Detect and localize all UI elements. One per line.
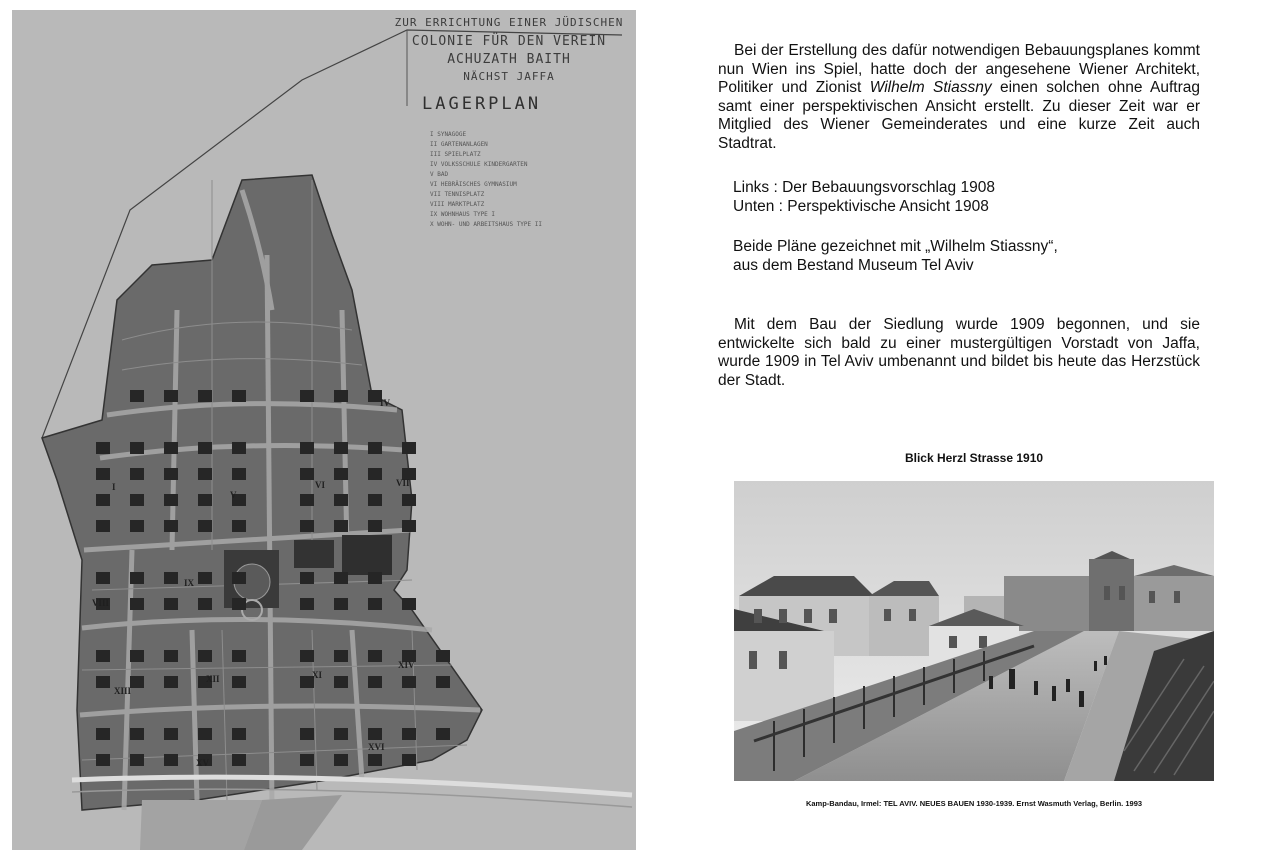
building-footprint [334, 390, 348, 402]
building-footprint [402, 676, 416, 688]
history-paragraph: Mit dem Bau der Siedlung wurde 1909 begonnen, und sie entwickelte sich bald zu einer mustergültigen Vorstadt von Jaffa, wurde 1909 in Tel Aviv umbenannt und bildet bis heute das Herzstück der Stadt. [718, 316, 1200, 389]
intro-paragraph [718, 42, 1200, 153]
block-number: IX [184, 578, 195, 588]
building-footprint [164, 572, 178, 584]
building-footprint [198, 728, 212, 740]
building-footprint [436, 676, 450, 688]
block-number: VIII [92, 598, 110, 608]
building-footprint [96, 650, 110, 662]
building-footprint [232, 572, 246, 584]
building-footprint [334, 572, 348, 584]
building-footprint [300, 754, 314, 766]
building-footprint [368, 728, 382, 740]
building-footprint [164, 598, 178, 610]
building-footprint [164, 650, 178, 662]
building-footprint [402, 754, 416, 766]
block-number: VII [396, 478, 410, 488]
source-note-line-1: Beide Pläne gezeichnet mit „Wilhelm Stiassny“, [733, 238, 1058, 255]
building-footprint [198, 650, 212, 662]
plan-title-line-3: ACHUZATH BAITH [447, 52, 571, 67]
building-footprint [334, 494, 348, 506]
building-footprint [130, 468, 144, 480]
building-footprint [334, 468, 348, 480]
building-footprint [232, 676, 246, 688]
building-footprint [334, 598, 348, 610]
building-footprint [198, 494, 212, 506]
building-footprint [96, 442, 110, 454]
plan-title-line-2: COLONIE FÜR DEN VEREIN [411, 34, 607, 49]
block-number: XIII [114, 686, 132, 696]
building-footprint [198, 390, 212, 402]
source-note [733, 238, 1193, 275]
building-footprint [300, 520, 314, 532]
building-footprint [130, 572, 144, 584]
block-number: XV [196, 758, 209, 768]
block-number: XII [206, 674, 220, 684]
building-footprint [164, 754, 178, 766]
building-footprint [130, 728, 144, 740]
plan-title-line-4: NÄCHST JAFFA [463, 70, 555, 83]
building-footprint [334, 754, 348, 766]
block-number: V [230, 490, 237, 500]
block-number: I [112, 482, 116, 492]
building-footprint [164, 676, 178, 688]
building-footprint [198, 468, 212, 480]
building-footprint [300, 390, 314, 402]
building-footprint [300, 728, 314, 740]
building-footprint [96, 676, 110, 688]
building-footprint [130, 650, 144, 662]
caption-bottom: Unten : Perspektivische Ansicht 1908 [733, 197, 989, 215]
building-footprint [164, 442, 178, 454]
building-footprint [368, 442, 382, 454]
building-footprint [198, 572, 212, 584]
building-footprint [130, 598, 144, 610]
building-footprint [402, 728, 416, 740]
building-footprint [232, 468, 246, 480]
building-footprint [232, 754, 246, 766]
building-footprint [300, 442, 314, 454]
plan-heading: LAGERPLAN [422, 94, 542, 114]
intro-text-end: einen solchen ohne Auftrag samt einer perspektivischen Ansicht erstellt. Zu dieser Zeit war er Mitglied des Wiener Gemeinderates und eine kurze Zeit auch Stadtrat. [718, 79, 1200, 152]
legend-item: III SPIELPLATZ [430, 151, 481, 158]
building-footprint [96, 728, 110, 740]
legend-item: VII TENNISPLATZ [430, 191, 485, 198]
building-footprint [130, 754, 144, 766]
building-footprint [300, 598, 314, 610]
legend-item: I SYNAGOGE [430, 131, 467, 138]
block-number: XIV [398, 660, 415, 670]
photo-title: Blick Herzl Strasse 1910 [904, 451, 1044, 465]
site-plan-image [12, 10, 636, 850]
plan-legend [430, 130, 620, 230]
building-footprint [402, 494, 416, 506]
building-footprint [368, 598, 382, 610]
building-footprint [300, 468, 314, 480]
building-footprint [232, 650, 246, 662]
building-footprint [368, 676, 382, 688]
building-footprint [130, 676, 144, 688]
building-footprint [300, 650, 314, 662]
building-footprint [368, 494, 382, 506]
building-footprint [232, 520, 246, 532]
image-captions [733, 179, 1193, 216]
caption-left: Links : Der Bebauungsvorschlag 1908 [733, 179, 995, 196]
building-footprint [96, 494, 110, 506]
source-note-line-2: aus dem Bestand Museum Tel Aviv [733, 256, 974, 274]
legend-item: V BAD [430, 171, 449, 178]
building-footprint [164, 728, 178, 740]
building-footprint [96, 754, 110, 766]
legend-item: II GARTENANLAGEN [430, 141, 488, 148]
legend-item: IX WOHNHAUS TYPE I [430, 211, 496, 218]
building-footprint [198, 520, 212, 532]
legend-item: VIII MARKTPLATZ [430, 201, 485, 208]
building-footprint [130, 442, 144, 454]
building-footprint [96, 572, 110, 584]
building-footprint [130, 390, 144, 402]
building-footprint [368, 650, 382, 662]
building-footprint [334, 442, 348, 454]
street-photo-drawing [734, 481, 1214, 781]
building-footprint [334, 676, 348, 688]
block-number: VI [315, 480, 326, 490]
intro-text-start: Bei der Erstellung des dafür notwendigen Bebauungsplanes kommt nun Wien ins Spiel, hatte doch der angesehene Wiener Architekt, Politiker und Zionist [718, 42, 1200, 96]
building-footprint [300, 494, 314, 506]
building-footprint [300, 572, 314, 584]
building-footprint [334, 520, 348, 532]
building-footprint [368, 520, 382, 532]
building-footprint [232, 390, 246, 402]
street-photo [734, 481, 1214, 781]
building-footprint [164, 520, 178, 532]
building-footprint [368, 468, 382, 480]
block-number: XVI [368, 742, 385, 752]
building-footprint [334, 650, 348, 662]
legend-item: IV VOLKSSCHULE KINDERGARTEN [430, 161, 528, 168]
building-footprint [402, 598, 416, 610]
building-footprint [198, 598, 212, 610]
block-number: XI [312, 670, 323, 680]
building-footprint [164, 468, 178, 480]
building-footprint [402, 520, 416, 532]
block-number: IV [380, 398, 391, 408]
legend-item: VI HEBRÄISCHES GYMNASIUM [430, 181, 517, 188]
building-footprint [368, 754, 382, 766]
building-footprint [164, 494, 178, 506]
building-footprint [232, 728, 246, 740]
building-footprint [334, 728, 348, 740]
building-footprint [436, 650, 450, 662]
building-footprint [96, 468, 110, 480]
building-footprint [198, 442, 212, 454]
building-footprint [402, 442, 416, 454]
building-footprint [232, 598, 246, 610]
plan-title-line-1: ZUR ERRICHTUNG EINER JÜDISCHEN [394, 16, 624, 29]
architect-name: Wilhelm Stiassny [869, 79, 992, 96]
building-footprint [96, 520, 110, 532]
legend-item: X WOHN- UND ARBEITSHAUS TYPE II [430, 221, 542, 228]
building-footprint [130, 494, 144, 506]
building-footprint [368, 572, 382, 584]
building-footprint [130, 520, 144, 532]
building-footprint [436, 728, 450, 740]
building-footprint [164, 390, 178, 402]
building-footprint [232, 442, 246, 454]
photo-credit: Kamp-Bandau, Irmel: TEL AVIV. NEUES BAUEN 1930-1939. Ernst Wasmuth Verlag, Berlin. 1993 [805, 799, 1143, 808]
